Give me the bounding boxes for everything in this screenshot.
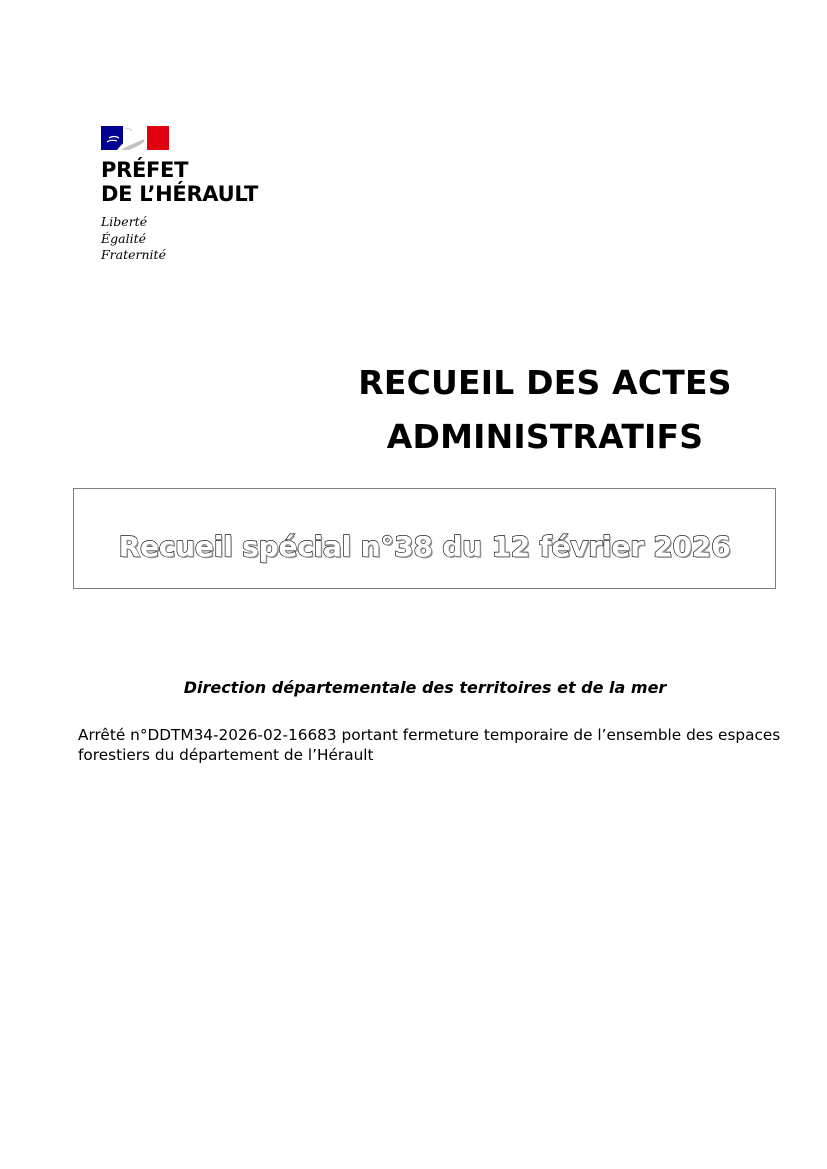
acte-item: Arrêté n°DDTM34-2026-02-16683 portant fermeture temporaire de l’ensemble des espaces forestiers du département de l’Hérault [78,726,781,764]
devise-liberte: Liberté [101,214,148,229]
recueil-box [73,488,776,589]
recueil-subtitle: Recueil spécial n°38 du 12 février 2026 [118,530,731,563]
prefecture-logo [101,126,301,264]
devise-fraternite: Fraternité [101,247,166,262]
title-line2: ADMINISTRATIFS [386,417,704,456]
devise-egalite: Égalité [101,230,146,246]
marianne-icon [101,126,169,150]
title-line1: RECUEIL DES ACTES [358,363,732,402]
direction-heading: Direction départementale des territoires et de la mer [183,678,667,697]
devise [101,214,301,264]
page-title [300,356,790,464]
prefet-name [101,158,301,206]
prefet-line2: DE L’HÉRAULT [101,182,258,206]
prefet-line1: PRÉFET [101,158,189,182]
